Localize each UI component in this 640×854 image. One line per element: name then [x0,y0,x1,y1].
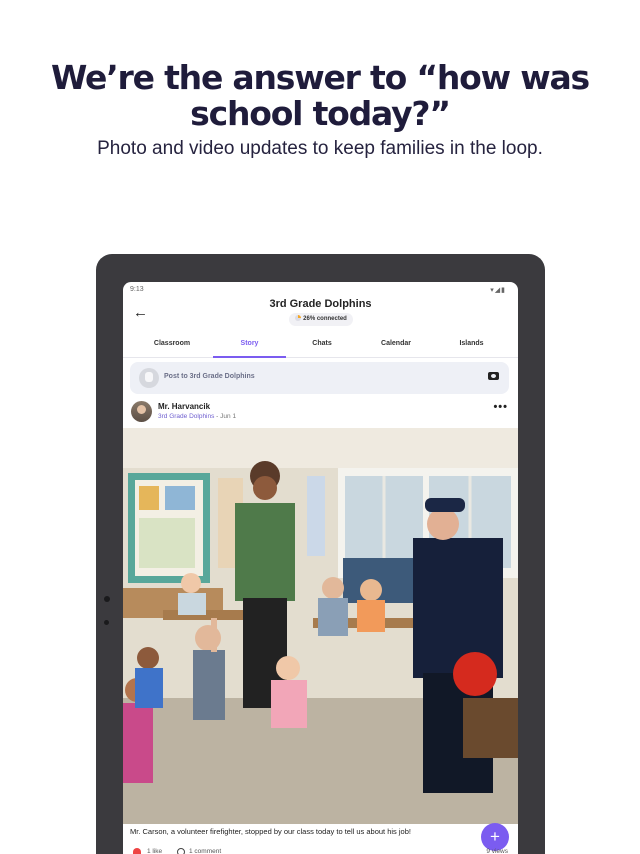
post-date: Jun 1 [220,413,237,420]
comment-count[interactable]: 1 comment [189,848,222,854]
tablet-camera-dot [104,596,110,602]
app-screen [123,282,518,854]
progress-ring-icon [295,315,301,321]
connection-label: 26% connected [303,316,347,322]
page-title: 3rd Grade Dolphins [269,298,372,310]
post-meta-separator: - [214,413,221,420]
tab-classroom[interactable]: Classroom [153,340,191,347]
marketing-subtitle: Photo and video updates to keep families in the loop. [97,138,543,159]
add-post-button[interactable]: + [481,823,509,851]
tab-calendar[interactable]: Calendar [381,340,411,347]
status-icons: ▾◢▮ [490,287,506,294]
tab-islands[interactable]: Islands [459,340,484,347]
tab-chats[interactable]: Chats [312,340,332,347]
marketing-headline [0,60,640,132]
status-bar [130,286,506,296]
post-class-name: 3rd Grade Dolphins [158,413,215,420]
tablet-device [96,254,545,854]
connection-badge[interactable] [289,313,353,326]
comment-icon[interactable] [177,848,185,854]
composer-placeholder: Post to 3rd Grade Dolphins [164,373,255,380]
tab-bar [123,332,518,358]
more-dots-icon[interactable]: ••• [493,401,508,413]
author-name[interactable]: Mr. Harvancik [158,402,211,411]
headline-line-2: school today?” [190,94,450,133]
view-count: 9 views [486,848,508,854]
post-caption: Mr. Carson, a volunteer firefighter, stopped by our class today to tell us about his job! [130,827,411,836]
post-meta [158,413,236,420]
tablet-sensor-dot [104,620,109,625]
classroom-photo-illustration [123,428,518,824]
heart-icon[interactable] [133,848,141,854]
tab-story[interactable]: Story [213,332,286,358]
author-avatar[interactable] [131,401,152,422]
headline-line-1: We’re the answer to “how was [50,58,590,97]
avatar [139,368,159,388]
back-arrow-icon[interactable]: ← [133,304,148,321]
camera-icon[interactable] [488,372,499,380]
like-count[interactable]: 1 like [147,848,163,854]
post-photo[interactable] [123,428,518,824]
post-composer[interactable] [130,362,509,394]
status-time: 9:13 [130,286,144,293]
